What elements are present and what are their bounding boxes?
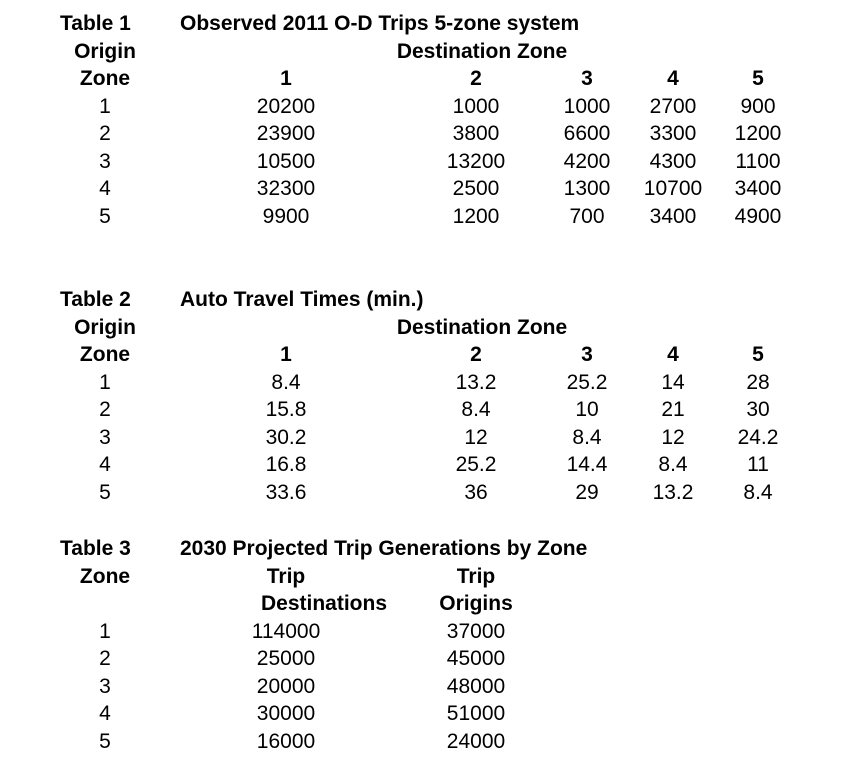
table1-cell: 23900 xyxy=(256,122,316,145)
table3-cell: 24000 xyxy=(446,729,506,753)
table2-row-label: 5 xyxy=(99,480,111,504)
table1-cell: 4900 xyxy=(734,204,782,228)
table1-cell: 1300 xyxy=(563,177,611,200)
table3-cell: 48000 xyxy=(446,674,506,698)
table2-column-header: 5 xyxy=(752,343,764,366)
table1-row-header-zone: Zone xyxy=(79,67,131,90)
table2-row-label: 1 xyxy=(99,370,111,394)
table1-cell: 9900 xyxy=(262,204,310,228)
table3-column-header: Origins xyxy=(439,592,513,615)
table3-column-header: Destinations xyxy=(260,592,388,615)
table2-cell: 33.6 xyxy=(265,480,307,504)
table3-column-header: Trip xyxy=(266,564,306,588)
table3-row-label: 3 xyxy=(99,674,111,698)
table3-title: 2030 Projected Trip Generations by Zone xyxy=(180,537,588,560)
table2-cell: 30.2 xyxy=(265,425,307,449)
table1-cell: 4200 xyxy=(563,149,611,173)
table2-column-header: 4 xyxy=(667,343,679,366)
table1-cell: 1000 xyxy=(563,94,611,118)
table1-row-header-origin: Origin xyxy=(74,39,136,63)
table3-cell: 25000 xyxy=(256,647,316,670)
table3-cell: 51000 xyxy=(446,702,506,725)
table1-cell: 900 xyxy=(740,94,776,118)
table2-column-header: 3 xyxy=(581,343,593,366)
table1-cell: 10700 xyxy=(643,177,703,200)
table3-cell: 37000 xyxy=(446,619,506,643)
table2-cell: 8.4 xyxy=(572,425,602,449)
table3-row-label: 2 xyxy=(99,647,111,670)
table2-cell: 11 xyxy=(747,453,769,476)
table2-row-header-zone: Zone xyxy=(79,343,131,366)
table2-cell: 8.4 xyxy=(461,398,491,421)
table2-cell: 8.4 xyxy=(658,453,688,476)
table1-cell: 20200 xyxy=(256,94,316,118)
table3-column-header: Trip xyxy=(456,564,496,588)
table2-cell: 10 xyxy=(575,398,599,421)
table2-cell: 36 xyxy=(464,480,488,504)
table3-cell: 30000 xyxy=(256,702,316,725)
table2-row-header-origin: Origin xyxy=(74,315,136,339)
table2-cell: 12 xyxy=(661,425,685,449)
table2-cell: 13.2 xyxy=(455,370,497,394)
table1-cell: 6600 xyxy=(563,122,611,145)
table2-cell: 25.2 xyxy=(566,370,608,394)
table1-cell: 3400 xyxy=(649,204,697,228)
table2-cell: 14.4 xyxy=(566,453,608,476)
table1-column-group-header: Destination Zone xyxy=(396,39,568,63)
table3-row-header-zone: Zone xyxy=(79,564,131,588)
table2-column-group-header: Destination Zone xyxy=(396,315,568,339)
table2-cell: 15.8 xyxy=(265,398,307,421)
table1-cell: 13200 xyxy=(446,149,506,173)
table2-cell: 14 xyxy=(661,370,685,394)
table1-row-label: 1 xyxy=(99,94,111,118)
table1-cell: 1200 xyxy=(452,204,500,228)
table1-column-header: 1 xyxy=(280,67,292,90)
table2-row-label: 2 xyxy=(99,398,111,421)
table3-cell: 114000 xyxy=(251,619,321,643)
table3-row-label: 1 xyxy=(99,619,111,643)
table2-cell: 21 xyxy=(661,398,685,421)
table1-title: Observed 2011 O-D Trips 5-zone system xyxy=(180,12,580,35)
table2-cell: 16.8 xyxy=(265,453,307,476)
table2-column-header: 2 xyxy=(470,343,482,366)
table2-row-label: 4 xyxy=(99,453,111,476)
table2-cell: 29 xyxy=(575,480,599,504)
table2-title: Auto Travel Times (min.) xyxy=(180,288,424,311)
table1-label: Table 1 xyxy=(60,12,131,35)
table1-cell: 32300 xyxy=(256,177,316,200)
table1-row-label: 3 xyxy=(99,149,111,173)
table2-cell: 25.2 xyxy=(455,453,497,476)
table2-label: Table 2 xyxy=(60,288,131,311)
table1-cell: 1200 xyxy=(734,122,782,145)
table2-row-label: 3 xyxy=(99,425,111,449)
table1-cell: 10500 xyxy=(256,149,316,173)
table2-cell: 24.2 xyxy=(737,425,779,449)
table2-column-header: 1 xyxy=(280,343,292,366)
table1-cell: 4300 xyxy=(649,149,697,173)
table3-row-label: 4 xyxy=(99,702,111,725)
table2-cell: 30 xyxy=(746,398,770,421)
table1-row-label: 4 xyxy=(99,177,111,200)
table1-column-header: 4 xyxy=(667,67,679,90)
table1-column-header: 5 xyxy=(752,67,764,90)
table1-cell: 2700 xyxy=(649,94,697,118)
table1-column-header: 2 xyxy=(470,67,482,90)
table2-cell: 12 xyxy=(464,425,488,449)
table1-cell: 1000 xyxy=(452,94,500,118)
table2-cell: 28 xyxy=(746,370,770,394)
table1-cell: 700 xyxy=(569,204,605,228)
table1-cell: 2500 xyxy=(452,177,500,200)
table1-row-label: 2 xyxy=(99,122,111,145)
table2-cell: 8.4 xyxy=(271,370,301,394)
table3-label: Table 3 xyxy=(60,537,131,560)
table3-cell: 16000 xyxy=(256,729,316,753)
table2-cell: 13.2 xyxy=(652,480,694,504)
table1-cell: 1100 xyxy=(735,149,781,173)
table2-cell: 8.4 xyxy=(743,480,773,504)
table1-cell: 3300 xyxy=(649,122,697,145)
table1-row-label: 5 xyxy=(99,204,111,228)
table3-row-label: 5 xyxy=(99,729,111,753)
table1-cell: 3800 xyxy=(452,122,500,145)
table3-cell: 45000 xyxy=(446,647,506,670)
table3-cell: 20000 xyxy=(256,674,316,698)
table1-cell: 3400 xyxy=(734,177,782,200)
table1-column-header: 3 xyxy=(581,67,593,90)
